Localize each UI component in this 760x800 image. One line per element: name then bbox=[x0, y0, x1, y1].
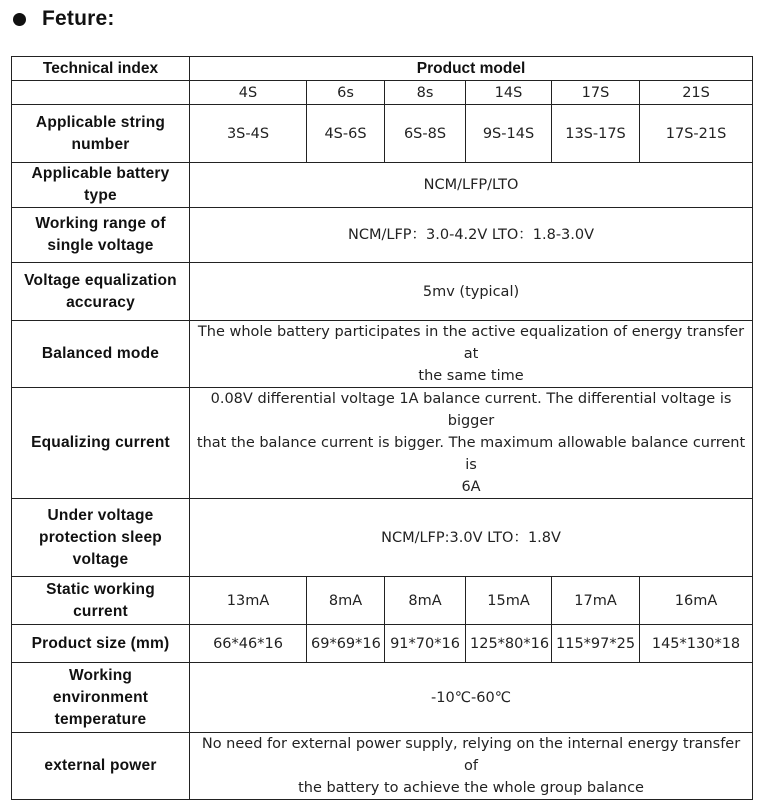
static-current-cell: 8mA bbox=[385, 577, 466, 625]
section-heading bbox=[10, 4, 115, 34]
heading-text: Feture: bbox=[42, 7, 115, 30]
external-power-label: external power bbox=[12, 733, 190, 800]
technical-index-header: Technical index bbox=[12, 57, 190, 81]
voltage-range-row bbox=[12, 208, 753, 263]
string-number-label: Applicable string number bbox=[12, 105, 190, 163]
static-current-cell: 8mA bbox=[307, 577, 385, 625]
static-current-cell: 17mA bbox=[552, 577, 640, 625]
string-number-cell: 4S-6S bbox=[307, 105, 385, 163]
static-current-cell: 16mA bbox=[640, 577, 753, 625]
header-row bbox=[12, 57, 753, 81]
environment-temperature-row bbox=[12, 663, 753, 733]
model-row-label bbox=[12, 81, 190, 105]
equalizing-current-value: 0.08V differential voltage 1A balance current. The differential voltage is bigger that the balance current is bigger. The maximum allowable balance current is 6A bbox=[190, 388, 753, 499]
balanced-mode-row bbox=[12, 321, 753, 388]
product-size-cell: 69*69*16 bbox=[307, 625, 385, 663]
equalization-accuracy-label: Voltage equalization accuracy bbox=[12, 263, 190, 321]
equalization-accuracy-value: 5mv (typical) bbox=[190, 263, 753, 321]
product-size-cell: 145*130*18 bbox=[640, 625, 753, 663]
battery-type-label: Applicable battery type bbox=[12, 163, 190, 208]
balanced-mode-value: The whole battery participates in the active equalization of energy transfer at the same time bbox=[190, 321, 753, 388]
model-cell: 21S bbox=[640, 81, 753, 105]
battery-type-row bbox=[12, 163, 753, 208]
battery-type-value: NCM/LFP/LTO bbox=[190, 163, 753, 208]
string-number-cell: 9S-14S bbox=[466, 105, 552, 163]
equalization-accuracy-row bbox=[12, 263, 753, 321]
external-power-value: No need for external power supply, relying on the internal energy transfer of the battery to achieve the whole group balance bbox=[190, 733, 753, 800]
sleep-voltage-value: NCM/LFP:3.0V LTO：1.8V bbox=[190, 499, 753, 577]
static-current-cell: 13mA bbox=[190, 577, 307, 625]
string-number-cell: 3S-4S bbox=[190, 105, 307, 163]
static-current-cell: 15mA bbox=[466, 577, 552, 625]
external-power-row bbox=[12, 733, 753, 800]
voltage-range-value: NCM/LFP：3.0-4.2V LTO：1.8-3.0V bbox=[190, 208, 753, 263]
product-size-label: Product size (mm) bbox=[12, 625, 190, 663]
balanced-mode-label: Balanced mode bbox=[12, 321, 190, 388]
sleep-voltage-row bbox=[12, 499, 753, 577]
string-number-row bbox=[12, 105, 753, 163]
model-row bbox=[12, 81, 753, 105]
voltage-range-label: Working range of single voltage bbox=[12, 208, 190, 263]
string-number-cell: 17S-21S bbox=[640, 105, 753, 163]
model-cell: 17S bbox=[552, 81, 640, 105]
product-model-header: Product model bbox=[190, 57, 753, 81]
product-size-cell: 125*80*16 bbox=[466, 625, 552, 663]
spec-table bbox=[11, 56, 753, 800]
bullet-icon bbox=[13, 13, 26, 26]
product-size-cell: 91*70*16 bbox=[385, 625, 466, 663]
product-size-cell: 115*97*25 bbox=[552, 625, 640, 663]
static-current-row bbox=[12, 577, 753, 625]
model-cell: 8s bbox=[385, 81, 466, 105]
model-cell: 4S bbox=[190, 81, 307, 105]
model-cell: 6s bbox=[307, 81, 385, 105]
static-current-label: Static working current bbox=[12, 577, 190, 625]
equalizing-current-row bbox=[12, 388, 753, 499]
environment-temperature-value: -10℃-60℃ bbox=[190, 663, 753, 733]
environment-temperature-label: Working environment temperature bbox=[12, 663, 190, 733]
string-number-cell: 13S-17S bbox=[552, 105, 640, 163]
model-cell: 14S bbox=[466, 81, 552, 105]
equalizing-current-label: Equalizing current bbox=[12, 388, 190, 499]
sleep-voltage-label: Under voltage protection sleep voltage bbox=[12, 499, 190, 577]
product-size-cell: 66*46*16 bbox=[190, 625, 307, 663]
product-size-row bbox=[12, 625, 753, 663]
string-number-cell: 6S-8S bbox=[385, 105, 466, 163]
